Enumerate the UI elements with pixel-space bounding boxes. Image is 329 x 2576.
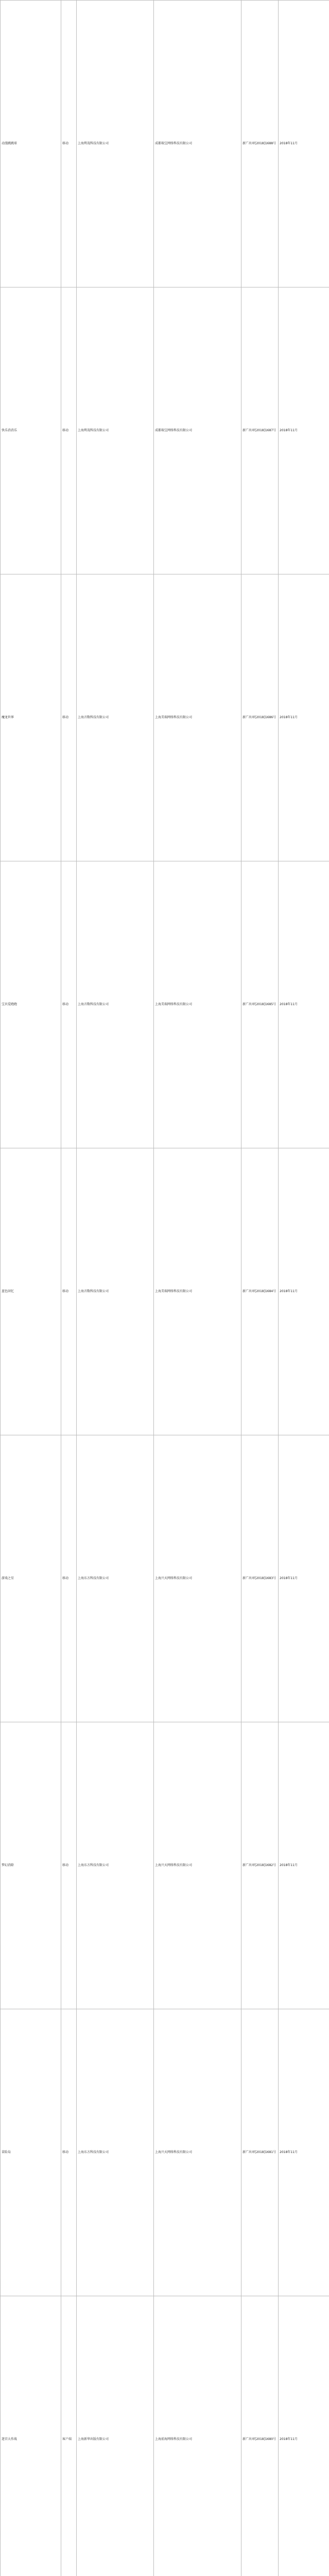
approval-date-cell: 2018年11月 (279, 287, 329, 574)
table-row (1, 1, 329, 287)
approval-number-cell: 新广出审[2018]1688号 (241, 1, 279, 287)
table-row (1, 1722, 329, 2009)
game-name-cell: 冒险岛 (1, 2009, 61, 2296)
approval-number-cell: 新广出审[2018]1685号 (241, 861, 279, 1148)
table-row (1, 2296, 329, 2576)
table-row (1, 1435, 329, 1722)
publisher-cell: 上海音数科技有限公司 (77, 861, 154, 1148)
table-row (1, 287, 329, 574)
platform-cell: 客户端 (61, 2296, 77, 2576)
game-name-cell: 魔龙世界 (1, 574, 61, 861)
approval-number-cell: 新广出审[2018]1684号 (241, 1148, 279, 1435)
table-row (1, 574, 329, 861)
approval-date-cell: 2018年11月 (279, 2296, 329, 2576)
platform-cell: 移动 (61, 1148, 77, 1435)
game-name-cell: 蓝色回忆 (1, 1148, 61, 1435)
platform-cell: 移动 (61, 1722, 77, 2009)
approval-number-cell: 新广出审[2018]1687号 (241, 287, 279, 574)
publisher-cell: 上海东方科技有限公司 (77, 2009, 154, 2296)
publisher-cell: 上海东方科技有限公司 (77, 1722, 154, 2009)
operator-cell: 上海美瑞网络科技有限公司 (154, 574, 241, 861)
approval-date-cell: 2018年11月 (279, 1, 329, 287)
publisher-cell: 上海音数科技有限公司 (77, 574, 154, 861)
platform-cell: 移动 (61, 1, 77, 287)
approval-date-cell: 2018年11月 (279, 1148, 329, 1435)
publisher-cell: 上海利茂科技有限公司 (77, 1, 154, 287)
approval-date-cell: 2018年11月 (279, 1722, 329, 2009)
table-body (1, 1, 329, 2576)
game-name-cell: 迷宫大作战 (1, 2296, 61, 2576)
operator-cell: 上海前海网络科技有限公司 (154, 2296, 241, 2576)
platform-cell: 移动 (61, 861, 77, 1148)
publisher-cell: 上海利茂科技有限公司 (77, 287, 154, 574)
approval-number-cell: 新广出审[2018]1683号 (241, 1435, 279, 1722)
game-name-cell: 梦幻消除 (1, 1722, 61, 2009)
publisher-cell: 上海东方科技有限公司 (77, 1435, 154, 1722)
operator-cell: 上海兴天网络科技有限公司 (154, 1722, 241, 2009)
approval-number-cell: 新广出审[2018]1686号 (241, 574, 279, 861)
table-row (1, 1148, 329, 1435)
table-row (1, 2009, 329, 2296)
game-name-cell: 快乐消消乐 (1, 287, 61, 574)
platform-cell: 移动 (61, 574, 77, 861)
approval-number-cell: 新广出审[2018]1680号 (241, 2296, 279, 2576)
game-name-cell: 宝贝爱跑跑 (1, 861, 61, 1148)
operator-cell: 成都瑞宝网络科技有限公司 (154, 1, 241, 287)
platform-cell: 移动 (61, 287, 77, 574)
operator-cell: 上海兴天网络科技有限公司 (154, 2009, 241, 2296)
approval-date-cell: 2018年11月 (279, 574, 329, 861)
approval-number-cell: 新广出审[2018]1682号 (241, 1722, 279, 2009)
publisher-cell: 上海音数科技有限公司 (77, 1148, 154, 1435)
operator-cell: 上海兴天网络科技有限公司 (154, 1435, 241, 1722)
publisher-cell: 上海新华出版有限公司 (77, 2296, 154, 2576)
operator-cell: 成都瑞宝网络科技有限公司 (154, 287, 241, 574)
game-name-cell: 游戏之星 (1, 1435, 61, 1722)
table-row (1, 861, 329, 1148)
approval-date-cell: 2018年11月 (279, 2009, 329, 2296)
approval-date-cell: 2018年11月 (279, 861, 329, 1148)
approval-number-cell: 新广出审[2018]1681号 (241, 2009, 279, 2296)
platform-cell: 移动 (61, 2009, 77, 2296)
platform-cell: 移动 (61, 1435, 77, 1722)
approval-date-cell: 2018年11月 (279, 1435, 329, 1722)
game-name-cell: 动漫跳跳球 (1, 1, 61, 287)
operator-cell: 上海美瑞网络科技有限公司 (154, 861, 241, 1148)
operator-cell: 上海美瑞网络科技有限公司 (154, 1148, 241, 1435)
